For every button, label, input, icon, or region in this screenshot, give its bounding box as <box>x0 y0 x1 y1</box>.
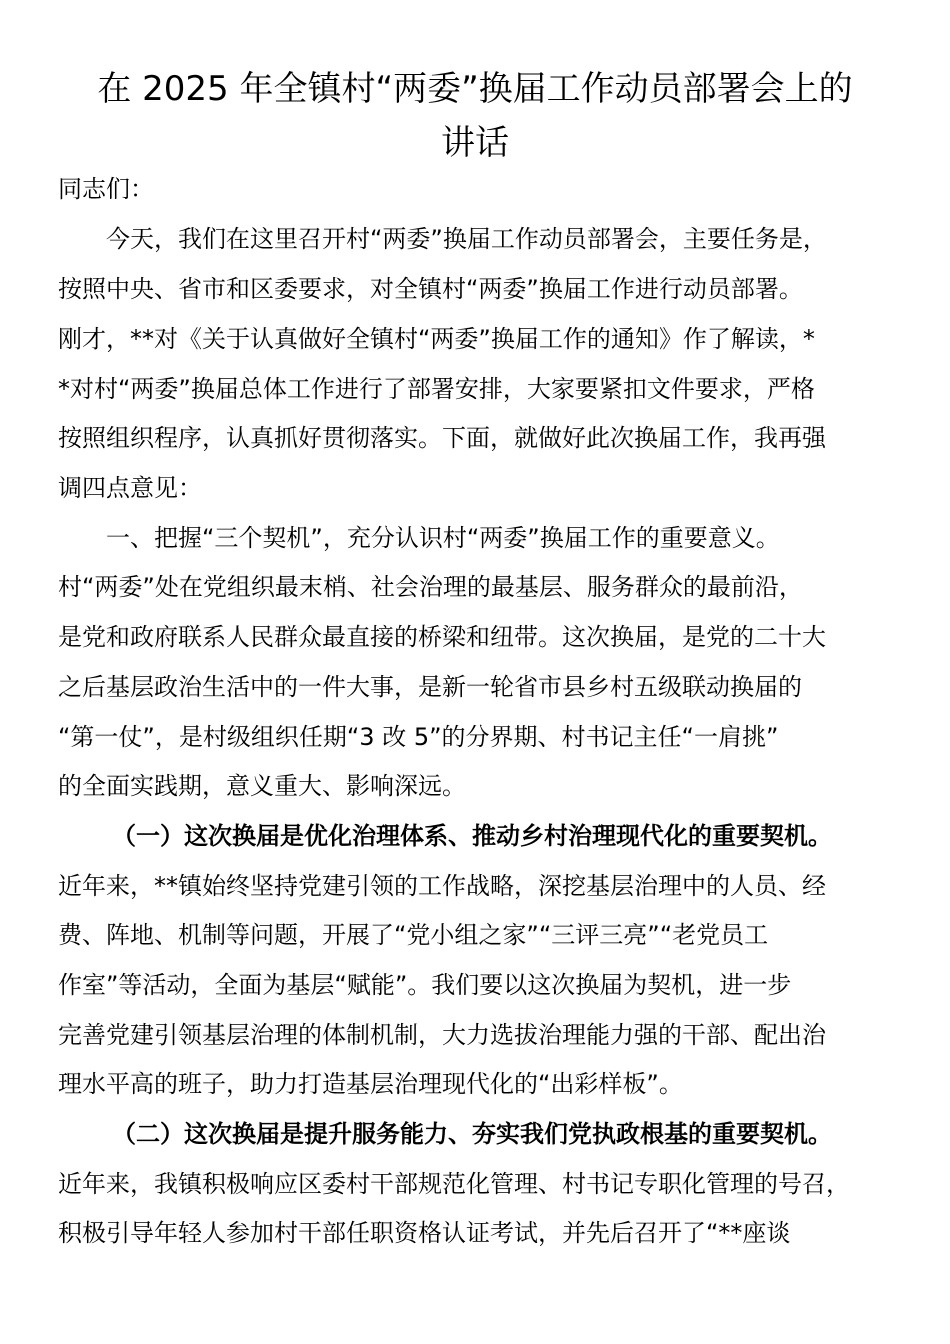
body-line: 的全面实践期，意义重大、影响深远。 <box>58 772 466 800</box>
body-line: 完善党建引领基层治理的体制机制，大力选拔治理能力强的干部、配出治 <box>58 1021 826 1049</box>
body-line: 今天，我们在这里召开村“两委”换届工作动员部署会，主要任务是， <box>106 225 827 253</box>
section-heading-1: 一、把握“三个契机”，充分认识村“两委”换届工作的重要意义。 <box>106 524 780 552</box>
body-line: 作室”等活动，全面为基层“赋能”。我们要以这次换届为契机，进一步 <box>58 971 792 999</box>
body-line: *对村“两委”换届总体工作进行了部署安排，大家要紧扣文件要求，严格 <box>58 375 815 403</box>
salutation: 同志们： <box>58 175 154 203</box>
body-line: “第一仗”，是村级组织任期“3 改 5”的分界期、村书记主任“一肩挑” <box>58 723 779 751</box>
body-line: 是党和政府联系人民群众最直接的桥梁和纽带。这次换届，是党的二十大 <box>58 623 826 651</box>
body-line: 按照中央、省市和区委要求，对全镇村“两委”换届工作进行动员部署。 <box>58 275 803 303</box>
body-line: 近年来，我镇积极响应区委村干部规范化管理、村书记专职化管理的号召， <box>58 1170 850 1198</box>
subheading-1: （一）这次换届是优化治理体系、推动乡村治理现代化的重要契机。 <box>112 822 832 850</box>
title-line-2: 讲话 <box>441 123 509 163</box>
document-title <box>40 62 910 170</box>
body-line: 刚才，**对《关于认真做好全镇村“两委”换届工作的通知》作了解读，* <box>58 325 815 353</box>
body-line: 理水平高的班子，助力打造基层治理现代化的“出彩样板”。 <box>58 1070 683 1098</box>
body-line: 调四点意见： <box>58 474 202 502</box>
body-line: 之后基层政治生活中的一件大事，是新一轮省市县乡村五级联动换届的 <box>58 673 802 701</box>
body-line: 村“两委”处在党组织最末梢、社会治理的最基层、服务群众的最前沿， <box>58 573 803 601</box>
body-line: 近年来，**镇始终坚持党建引领的工作战略，深挖基层治理中的人员、经 <box>58 872 826 900</box>
body-line: 积极引导年轻人参加村干部任职资格认证考试，并先后召开了“**座谈 <box>58 1219 791 1247</box>
subheading-2: （二）这次换届是提升服务能力、夯实我们党执政根基的重要契机。 <box>112 1120 832 1148</box>
body-line: 费、阵地、机制等问题，开展了“党小组之家”“三评三亮”“老党员工 <box>58 921 769 949</box>
body-line: 按照组织程序，认真抓好贯彻落实。下面，就做好此次换届工作，我再强 <box>58 424 826 452</box>
title-line-1: 在 2025 年全镇村“两委”换届工作动员部署会上的 <box>97 69 853 109</box>
